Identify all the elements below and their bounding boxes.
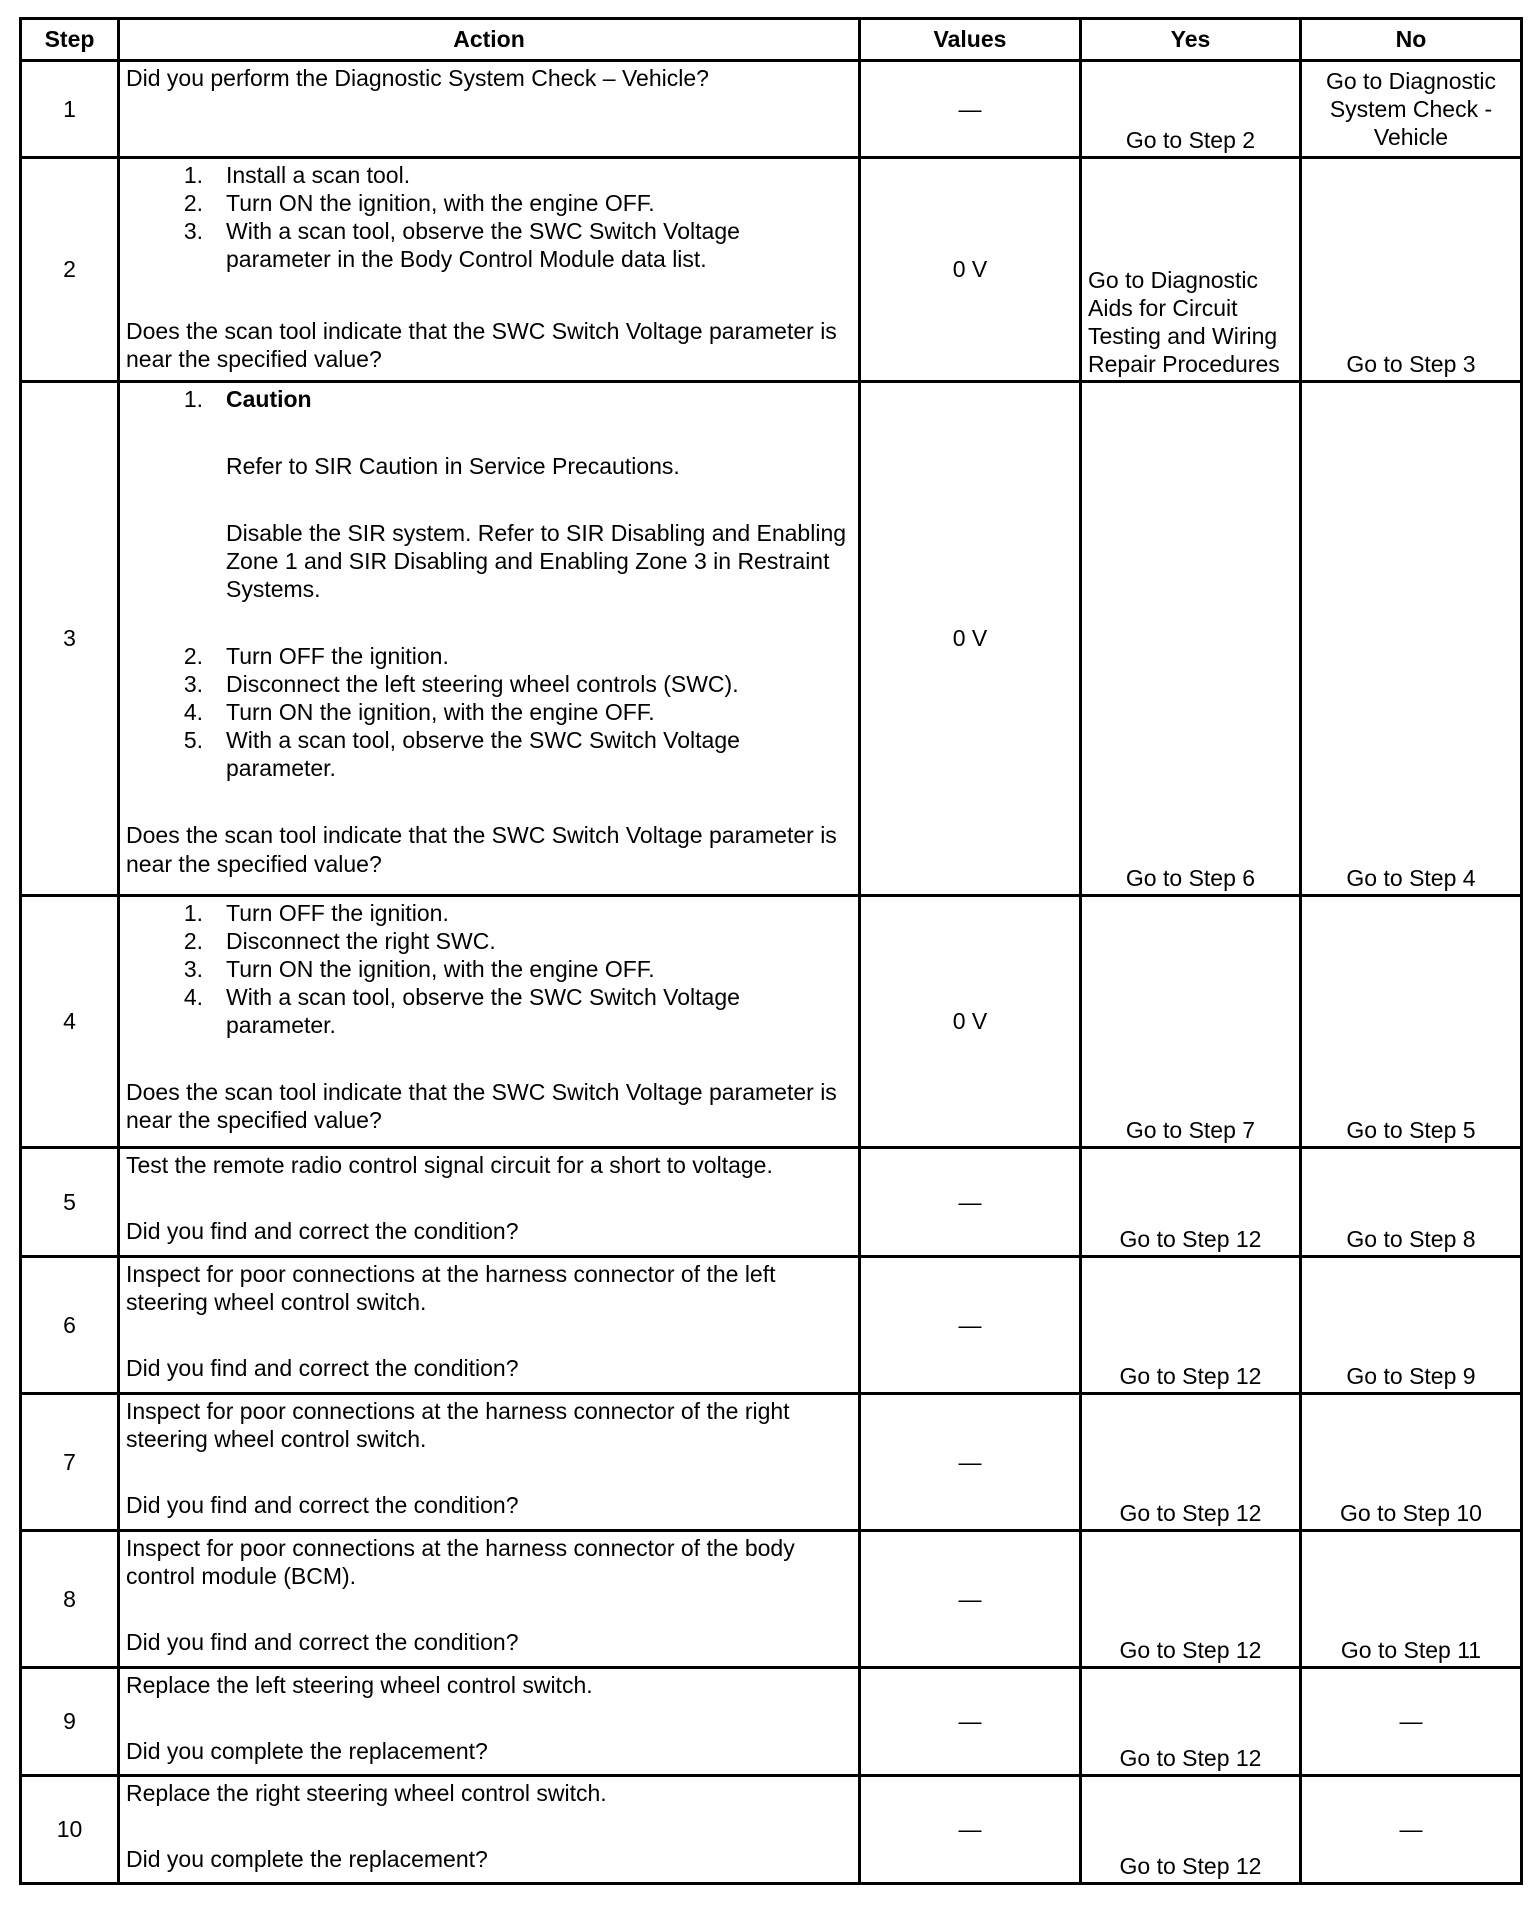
list-item: 1. Caution Refer to SIR Caution in Service Precautions. Disable the SIR system. Refer to SIR Disabling and Enabling Zone 1 and SIR Disabling and Enabling Zone 3 in Restraint Systems. — [126, 385, 852, 603]
list-item: 2. Turn OFF the ignition. — [183, 643, 449, 670]
no-cell: Go to Step 5 — [1301, 896, 1522, 1148]
step-number: 5 — [21, 1148, 119, 1257]
yes-cell: Go to Step 12 — [1081, 1257, 1301, 1394]
action-question: Does the scan tool indicate that the SWC Switch Voltage parameter is near the specified value? — [126, 822, 837, 877]
action-cell — [119, 61, 860, 158]
action-text: Replace the left steering wheel control switch. — [126, 1672, 593, 1698]
action-question: Did you perform the Diagnostic System Check – Vehicle? — [126, 65, 709, 91]
yes-cell: Go to Step 12 — [1081, 1531, 1301, 1668]
step-number: 2 — [21, 158, 119, 382]
value-cell: — — [860, 1257, 1081, 1394]
action-cell — [119, 1668, 860, 1776]
list-item: 1. Turn OFF the ignition. — [183, 900, 449, 926]
action-list — [126, 161, 852, 273]
step-number: 4 — [21, 896, 119, 1148]
table-row — [21, 1394, 1522, 1531]
action-cell — [119, 1394, 860, 1531]
value-cell: — — [860, 1148, 1081, 1257]
action-text: Inspect for poor connections at the harness connector of the left steering wheel control switch. — [126, 1261, 776, 1316]
value-cell: — — [860, 1776, 1081, 1884]
yes-cell: Go to Step 12 — [1081, 1776, 1301, 1884]
no-cell: Go to Step 9 — [1301, 1257, 1522, 1394]
action-question: Did you complete the replacement? — [126, 1738, 488, 1765]
no-cell: — — [1301, 1776, 1522, 1884]
action-cell — [119, 1257, 860, 1394]
list-item: 1. Install a scan tool. — [183, 162, 411, 188]
no-cell: Go to Step 11 — [1301, 1531, 1522, 1668]
action-text: Test the remote radio control signal circuit for a short to voltage. — [126, 1152, 773, 1178]
header-yes: Yes — [1081, 19, 1301, 61]
yes-cell: Go to Step 12 — [1081, 1148, 1301, 1257]
table-row — [21, 1668, 1522, 1776]
action-text: Replace the right steering wheel control switch. — [126, 1780, 607, 1806]
value-cell: — — [860, 1531, 1081, 1668]
header-action: Action — [119, 19, 860, 61]
step-number: 8 — [21, 1531, 119, 1668]
no-cell: Go to Step 4 — [1301, 382, 1522, 896]
action-question: Did you find and correct the condition? — [126, 1629, 519, 1656]
action-question: Did you complete the replacement? — [126, 1846, 488, 1873]
yes-cell: Go to Step 7 — [1081, 896, 1301, 1148]
action-question: Did you find and correct the condition? — [126, 1355, 519, 1382]
header-values: Values — [860, 19, 1081, 61]
list-item: 3. With a scan tool, observe the SWC Switch Voltage parameter in the Body Control Module data list. — [183, 218, 740, 273]
no-cell: Go to Step 3 — [1301, 158, 1522, 382]
caution-action: Disable the SIR system. Refer to SIR Disabling and Enabling Zone 1 and SIR Disabling and Enabling Zone 3 in Restraint Systems. — [226, 520, 847, 603]
header-row — [21, 19, 1522, 61]
action-cell — [119, 1776, 860, 1884]
list-item: 4. Turn ON the ignition, with the engine OFF. — [183, 699, 655, 726]
value-cell: — — [860, 61, 1081, 158]
list-item: 4. With a scan tool, observe the SWC Switch Voltage parameter. — [183, 984, 740, 1039]
list-item: 2. Disconnect the right SWC. — [183, 928, 496, 955]
table-row — [21, 382, 1522, 896]
header-step: Step — [21, 19, 119, 61]
no-cell: — — [1301, 1668, 1522, 1776]
action-question: Did you find and correct the condition? — [126, 1492, 519, 1519]
action-cell — [119, 896, 860, 1148]
value-cell: 0 V — [860, 382, 1081, 896]
action-cell — [119, 1531, 860, 1668]
value-cell: 0 V — [860, 896, 1081, 1148]
no-cell: Go to Step 8 — [1301, 1148, 1522, 1257]
table-row — [21, 1257, 1522, 1394]
list-item: 5. With a scan tool, observe the SWC Switch Voltage parameter. — [183, 727, 740, 782]
value-cell: — — [860, 1668, 1081, 1776]
list-item: 2. Turn ON the ignition, with the engine OFF. — [183, 190, 655, 217]
yes-cell: Go to Step 12 — [1081, 1668, 1301, 1776]
step-number: 1 — [21, 61, 119, 158]
action-question: Does the scan tool indicate that the SWC Switch Voltage parameter is near the specified value? — [126, 318, 837, 373]
step-number: 10 — [21, 1776, 119, 1884]
action-question: Does the scan tool indicate that the SWC Switch Voltage parameter is near the specified value? — [126, 1079, 837, 1134]
table-row — [21, 158, 1522, 382]
table-row — [21, 896, 1522, 1148]
action-cell — [119, 1148, 860, 1257]
step-number: 9 — [21, 1668, 119, 1776]
action-list — [126, 385, 852, 782]
action-cell — [119, 158, 860, 382]
action-list — [126, 899, 852, 1039]
table-row — [21, 61, 1522, 158]
caution-text: Refer to SIR Caution in Service Precautions. — [226, 453, 680, 480]
header-no: No — [1301, 19, 1522, 61]
table-row — [21, 1148, 1522, 1257]
action-text: Inspect for poor connections at the harness connector of the right steering wheel control switch. — [126, 1398, 790, 1453]
caution-title: Caution — [226, 386, 312, 412]
action-text: Inspect for poor connections at the harness connector of the body control module (BCM). — [126, 1535, 795, 1590]
list-item: 3. Turn ON the ignition, with the engine OFF. — [183, 956, 655, 983]
step-number: 6 — [21, 1257, 119, 1394]
no-cell: Go to Step 10 — [1301, 1394, 1522, 1531]
action-cell — [119, 382, 860, 896]
value-cell: 0 V — [860, 158, 1081, 382]
yes-cell: Go to Diagnostic Aids for Circuit Testing and Wiring Repair Procedures — [1081, 158, 1301, 382]
value-cell: — — [860, 1394, 1081, 1531]
diagnostic-table — [19, 17, 1523, 1885]
table-row — [21, 1776, 1522, 1884]
list-item: 3. Disconnect the left steering wheel controls (SWC). — [183, 671, 739, 698]
action-question: Did you find and correct the condition? — [126, 1218, 519, 1245]
step-number: 3 — [21, 382, 119, 896]
yes-cell: Go to Step 12 — [1081, 1394, 1301, 1531]
no-cell: Go to Diagnostic System Check - Vehicle — [1301, 61, 1522, 158]
yes-cell: Go to Step 6 — [1081, 382, 1301, 896]
yes-cell: Go to Step 2 — [1081, 61, 1301, 158]
table-row — [21, 1531, 1522, 1668]
step-number: 7 — [21, 1394, 119, 1531]
